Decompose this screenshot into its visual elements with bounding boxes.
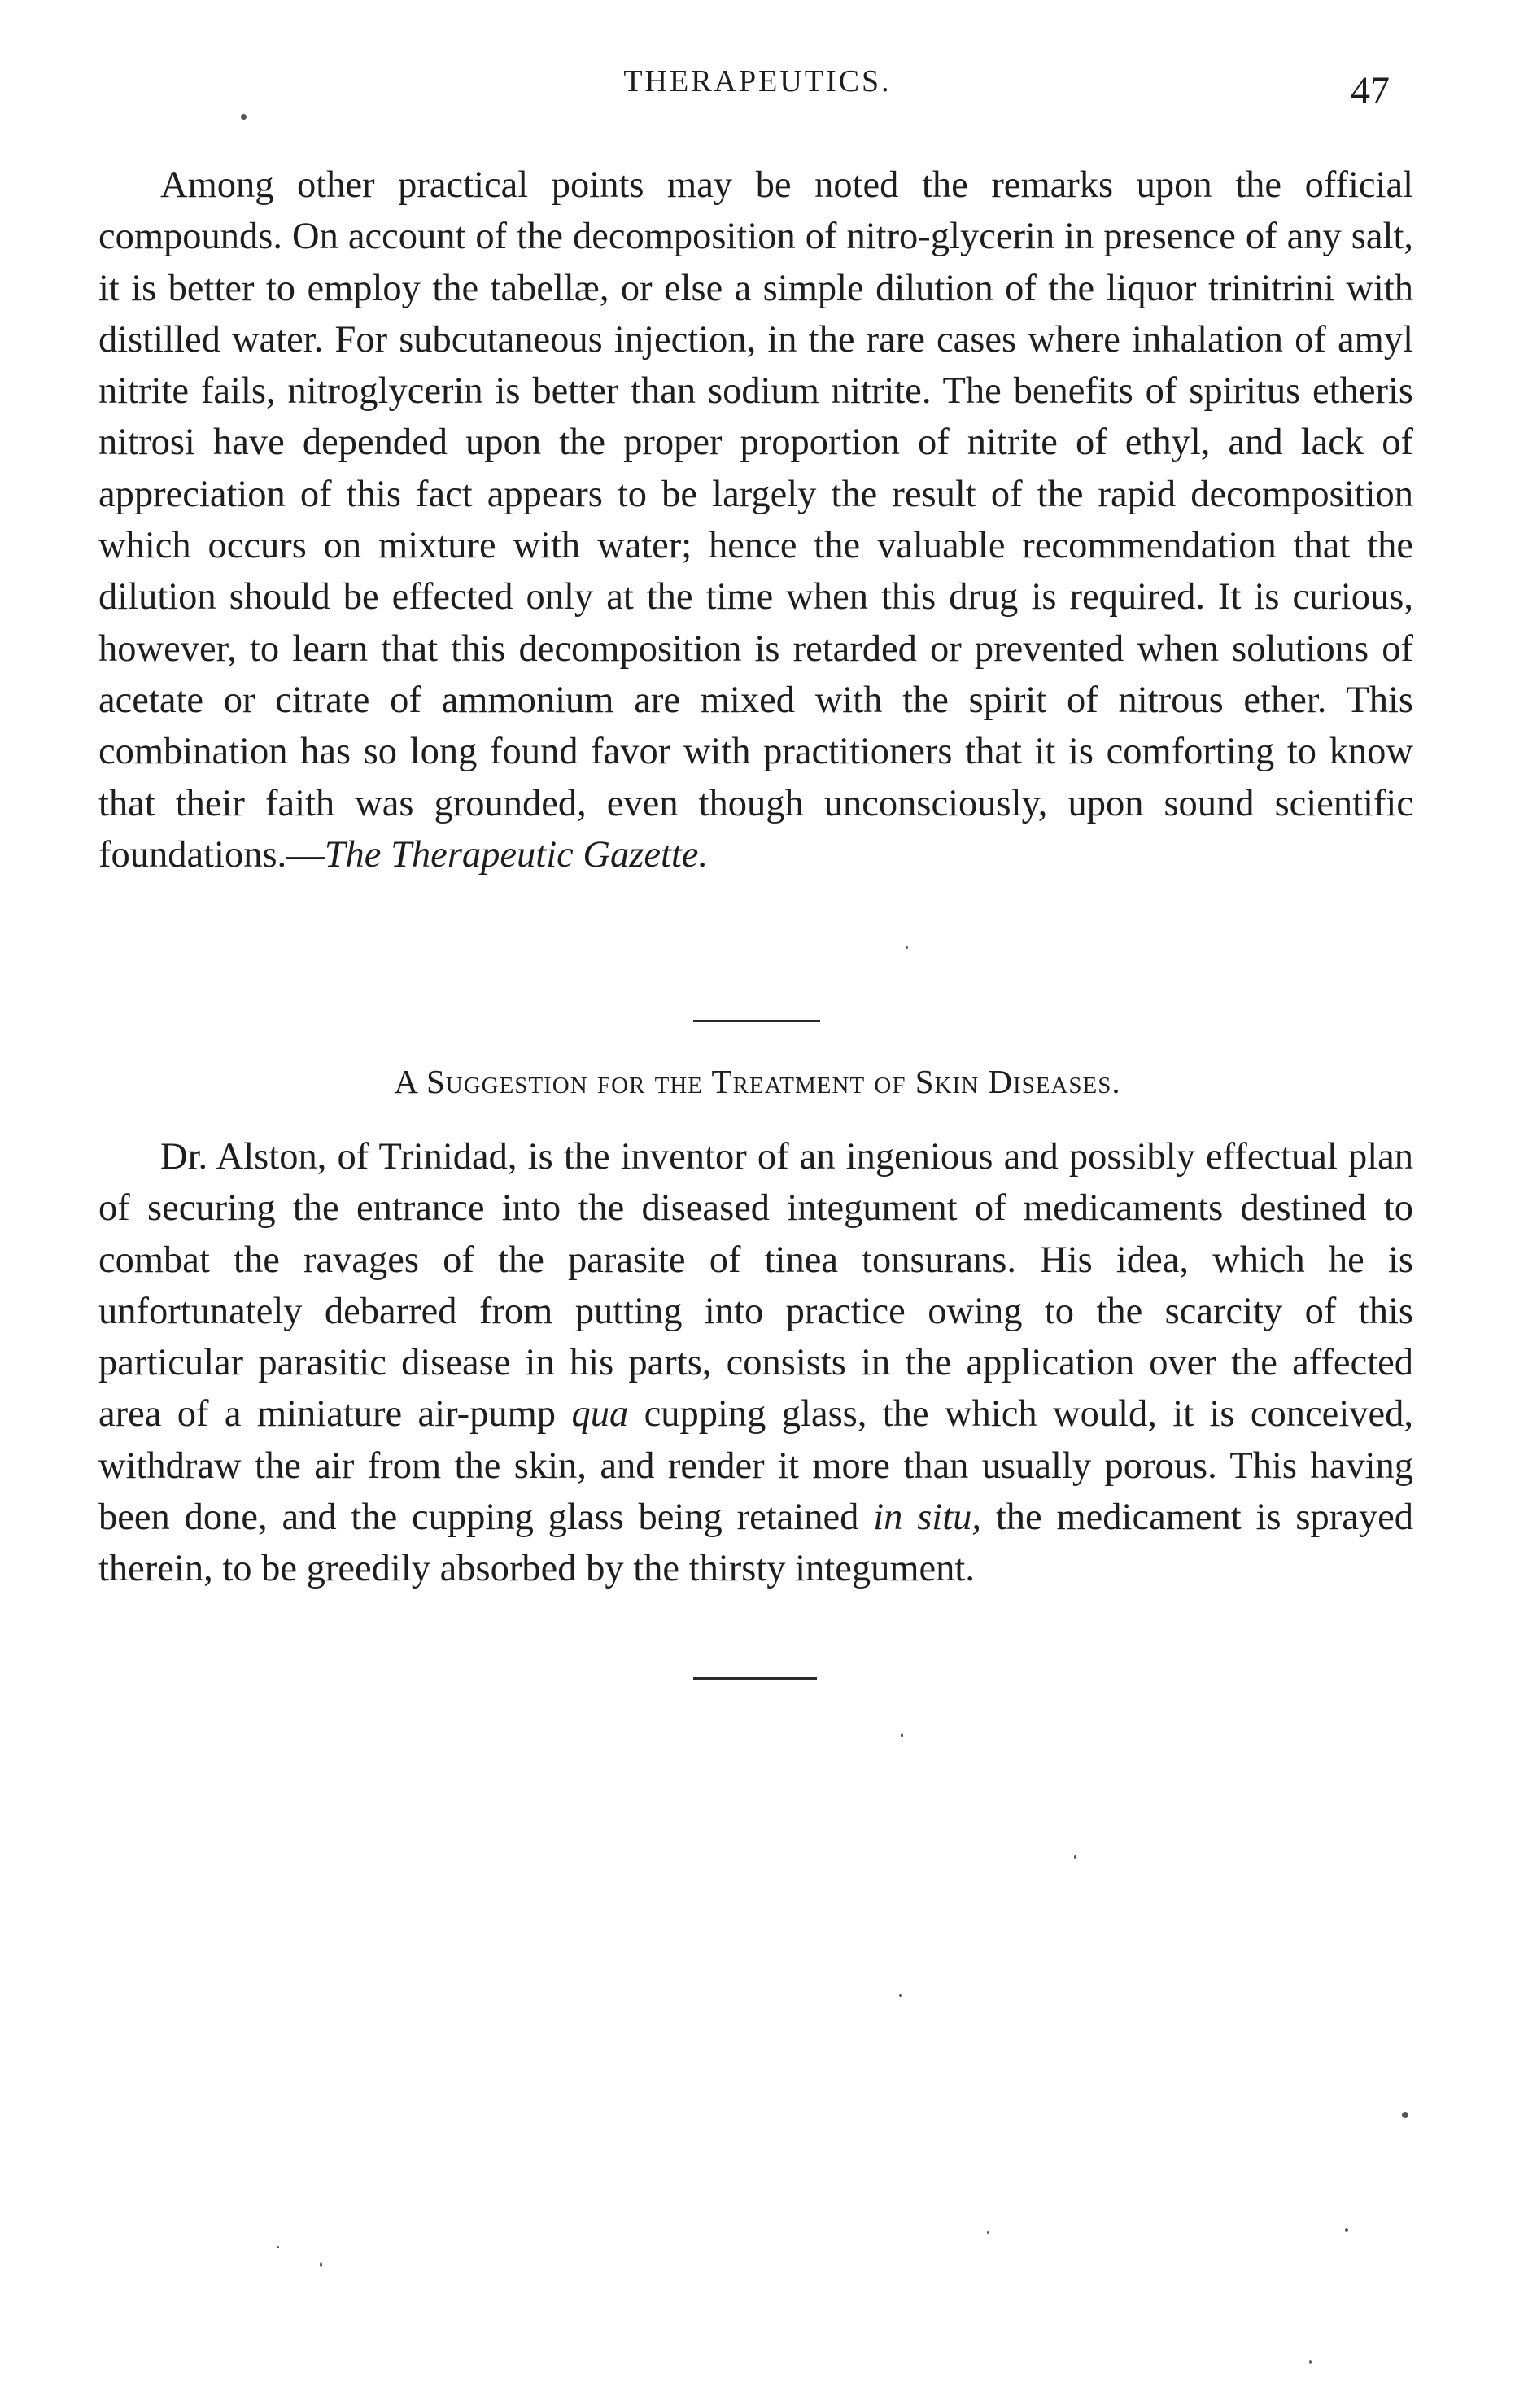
scan-speck bbox=[901, 1733, 903, 1737]
scan-speck bbox=[1345, 2228, 1348, 2232]
scan-speck bbox=[277, 2246, 279, 2248]
section-divider bbox=[693, 1020, 820, 1022]
paragraph-text: cupping glass, the which would, it is conceived, withdraw the air from the skin, and render it more than usually porous. This having been done, and the cupping glass being retained bbox=[98, 1393, 1414, 1539]
scan-speck bbox=[1074, 1855, 1076, 1859]
italic-term: qua bbox=[571, 1393, 629, 1436]
article-paragraph-skin-diseases bbox=[98, 1131, 1413, 1595]
scan-speck bbox=[1309, 2360, 1312, 2364]
running-head bbox=[0, 63, 1515, 112]
scan-speck bbox=[899, 1994, 902, 1997]
running-title: THERAPEUTICS. bbox=[623, 64, 892, 98]
section-heading: A Suggestion for the Treatment of Skin Diseases. bbox=[394, 1063, 1121, 1100]
scan-speck bbox=[987, 2231, 989, 2234]
page-number: 47 bbox=[1351, 69, 1390, 112]
paragraph-text: the medicament is sprayed therein, to be greedily absorbed by the thirsty integument. bbox=[98, 1497, 1413, 1590]
paragraph-text: Among other practical points may be noted the remarks upon the official compounds. On account of the decomposition of nitro-glycerin in presence of any salt, it is better to employ the tabellæ, or else a simple dilution of the liquor trinitrini with distilled water. For subcutaneous injection, in the rare cases where inhalation of amyl nitrite fails, nitroglycerin is better than sodium nitrite. The benefits of spiritus etheris nitrosi have depended upon the proper proportion of nitrite of ethyl, and lack of appreciation of this fact appears to be largely the result of the rapid decomposition which occurs on mixture with water; hence the valuable recommendation that the dilution should be effected only at the time when this drug is required. It is curious, however, to learn that this decomposition is retarded or prevented when solutions of acetate or citrate of ammonium are mixed with the spirit of nitrous ether. This combination has so long found favor with practitioners that it is comforting to know that their faith was grounded, even though unconsciously, upon sound scientific foundations.— bbox=[98, 164, 1413, 876]
paragraph-text: Dr. Alston, of Trinidad, is the inventor of an ingenious and possibly effectual plan of securing the entrance into the diseased integument of medicaments destined to combat the ravages of the parasite of tinea tonsurans. His idea, which he is unfortunately debarred from putting into practice owing to the scarcity of this particular parasitic disease in his parts, consists in the application over the affected area of a miniature air-pump bbox=[98, 1136, 1413, 1436]
italic-term: in situ, bbox=[873, 1497, 982, 1539]
scan-speck bbox=[906, 946, 908, 949]
scan-speck bbox=[320, 2262, 322, 2267]
scan-speck bbox=[241, 114, 247, 120]
citation-source: The Therapeutic Gazette. bbox=[324, 833, 709, 876]
scan-speck bbox=[1402, 2112, 1408, 2118]
end-divider bbox=[693, 1677, 817, 1680]
article-paragraph-nitrites bbox=[98, 160, 1413, 881]
